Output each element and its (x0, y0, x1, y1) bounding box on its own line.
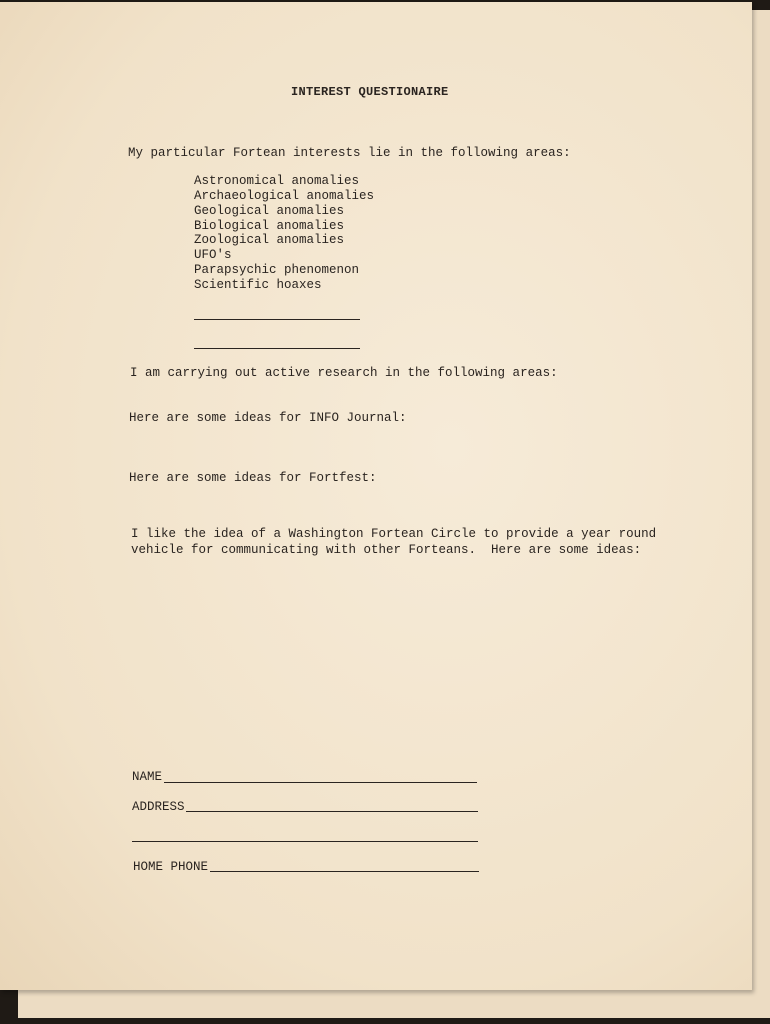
page-title: INTEREST QUESTIONAIRE (291, 85, 449, 99)
research-prompt: I am carrying out active research in the following areas: (130, 366, 558, 380)
address-label: ADDRESS (132, 800, 185, 814)
name-label: NAME (132, 770, 163, 784)
other-interest-blank[interactable] (194, 319, 360, 320)
circle-prompt-line1: I like the idea of a Washington Fortean Circle to provide a year round (131, 527, 657, 541)
list-item: Zoological anomalies (194, 233, 345, 247)
home-phone-label: HOME PHONE (133, 860, 209, 874)
home-phone-field[interactable] (210, 871, 479, 872)
list-item: Astronomical anomalies (194, 174, 360, 188)
list-item: UFO's (194, 248, 232, 262)
fortfest-prompt: Here are some ideas for Fortfest: (129, 471, 377, 485)
questionnaire-page (0, 2, 752, 990)
list-item: Scientific hoaxes (194, 278, 322, 292)
interests-intro: My particular Fortean interests lie in the following areas: (128, 146, 571, 160)
other-interest-blank[interactable] (194, 348, 360, 349)
circle-prompt-line2: vehicle for communicating with other Forteans. Here are some ideas: (131, 543, 642, 557)
list-item: Parapsychic phenomenon (194, 263, 360, 277)
address-field[interactable] (186, 811, 478, 812)
info-journal-prompt: Here are some ideas for INFO Journal: (129, 411, 407, 425)
list-item: Geological anomalies (194, 204, 345, 218)
list-item: Biological anomalies (194, 219, 345, 233)
list-item: Archaeological anomalies (194, 189, 375, 203)
name-field[interactable] (164, 782, 477, 783)
address-field-line2[interactable] (132, 841, 478, 842)
